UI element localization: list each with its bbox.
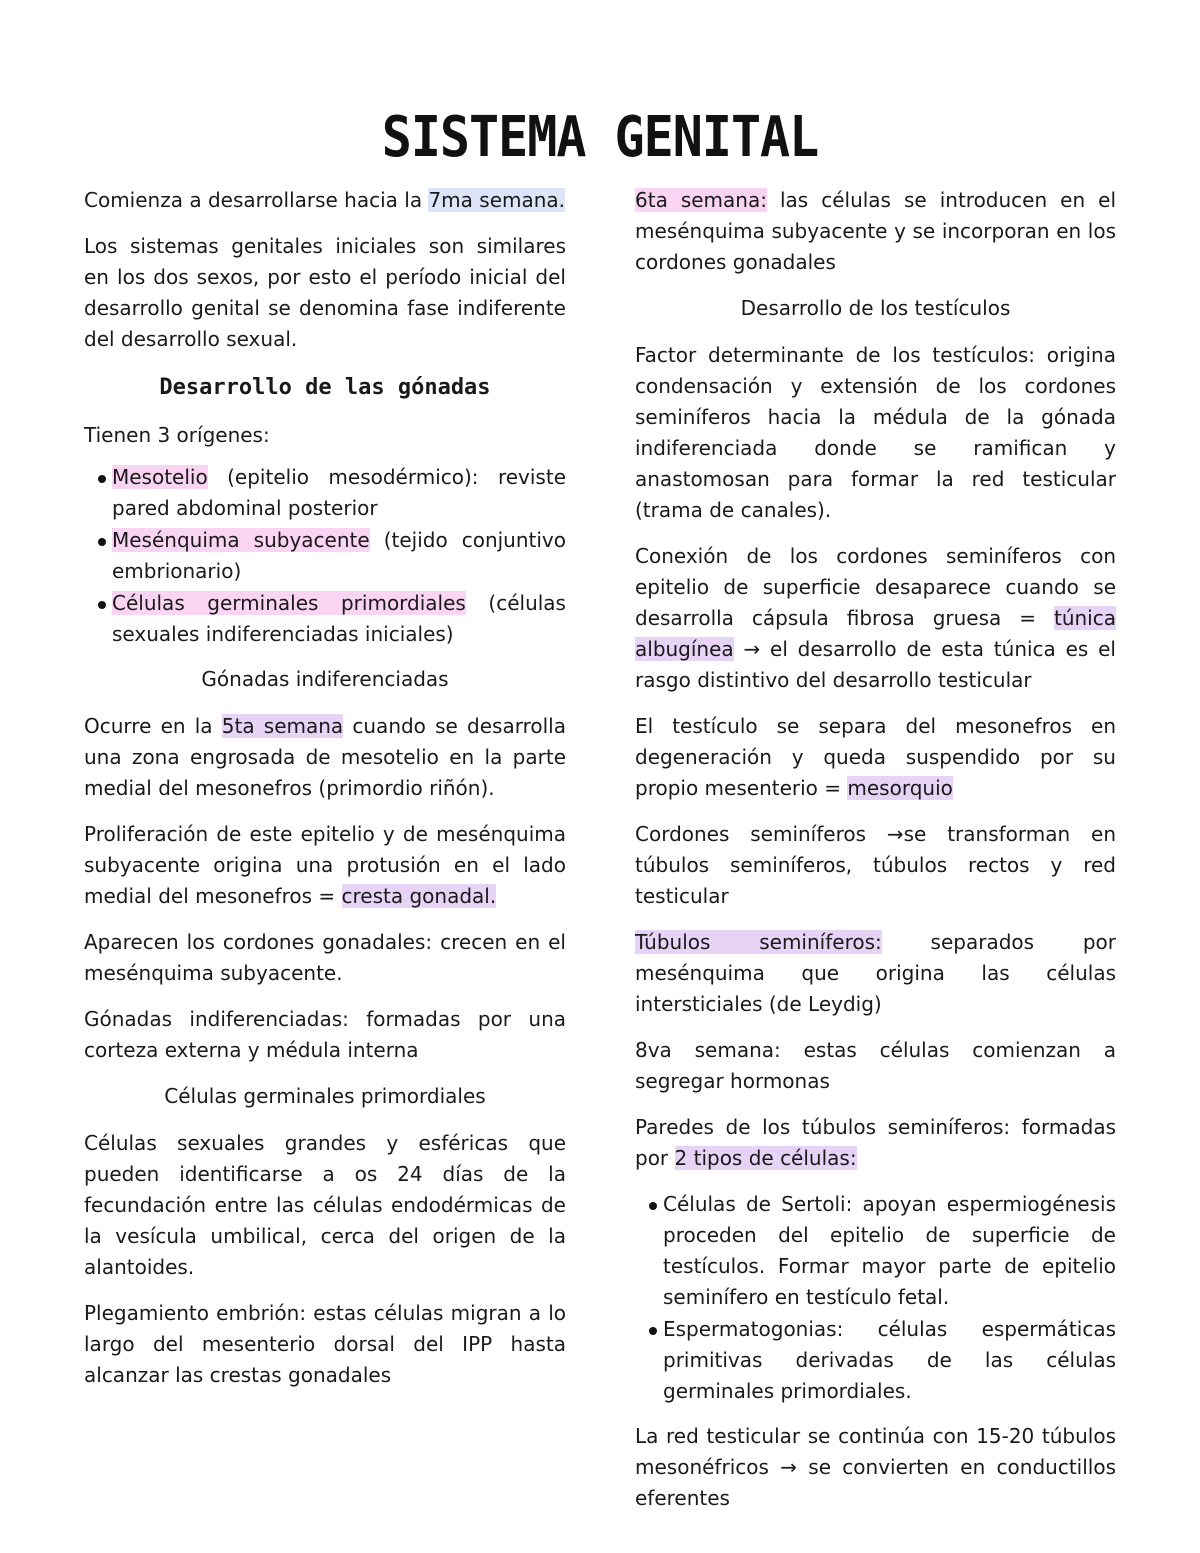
- highlight: 6ta semana:: [635, 188, 767, 212]
- list-item: [84, 525, 566, 587]
- highlight: túnica albugínea: [635, 606, 1116, 661]
- highlight: Mesotelio: [112, 465, 208, 489]
- bullet-icon: [98, 538, 106, 546]
- highlight: Células germinales primordiales: [112, 591, 466, 615]
- highlight: 7ma semana.: [428, 188, 566, 212]
- bullet-icon: [98, 601, 106, 609]
- highlight: mesorquio: [847, 776, 953, 800]
- paragraph-mesorchium: [635, 711, 1116, 804]
- text: Comienza a desarrollarse hacia la: [84, 188, 429, 212]
- paragraph-start-week: [84, 185, 566, 216]
- paragraph-fifth-week: [84, 711, 566, 804]
- paragraph-initial-systems: Los sistemas genitales iniciales son similares en los dos sexos, por esto el período inicial del desarrollo genital se denomina fase indiferente del desarrollo sexual.: [84, 234, 566, 351]
- paragraph-tunica: [635, 541, 1116, 696]
- list-item: [84, 588, 566, 650]
- highlight: Túbulos seminíferos:: [635, 930, 882, 954]
- paragraph-tubule-walls: [635, 1112, 1116, 1174]
- paragraph-determining-factor: Factor determinante de los testículos: origina condensación y extensión de los cordones seminíferos hacia la médula de la gónada indiferenciada donde se ramifican y anastomosan para formar la red testicular (trama de canales).: [635, 343, 1116, 522]
- heading-indifferent-gonads: Gónadas indiferenciadas: [201, 667, 449, 691]
- list-item: [635, 1314, 1116, 1407]
- page-title: SISTEMA GENITAL: [381, 104, 819, 170]
- text: Espermatogonias: células espermáticas primitivas derivadas de las células germinales primordiales.: [663, 1317, 1116, 1403]
- text: (tejido conjuntivo embrionario): [112, 528, 567, 583]
- paragraph-sixth-week: [635, 185, 1116, 278]
- paragraph-origins: Tienen 3 orígenes:: [84, 423, 270, 447]
- list-item: [84, 462, 566, 524]
- text: Proliferación de este epitelio y de mesénquima subyacente origina una protusión en el lado medial del mesonefros =: [84, 822, 566, 908]
- cell-types-list: [635, 1189, 1116, 1407]
- text: Paredes de los túbulos seminíferos: formadas por: [635, 1115, 1116, 1170]
- bullet-icon: [98, 475, 106, 483]
- paragraph-rete-testis: La red testicular se continúa con 15-20 túbulos mesonéfricos → se convierten en conductillos eferentes: [635, 1424, 1116, 1510]
- text: Conexión de los cordones seminíferos con epitelio de superficie desaparece cuando se desarrolla cápsula fibrosa gruesa =: [635, 544, 1116, 630]
- paragraph-gonadal-cords: Aparecen los cordones gonadales: crecen en el mesénquima subyacente.: [84, 930, 566, 985]
- right-column: [635, 185, 1116, 1529]
- origins-list: [84, 462, 566, 650]
- paragraph-gonadal-ridge: [84, 819, 566, 912]
- paragraph-cords-transform: Cordones seminíferos →se transforman en túbulos seminíferos, túbulos rectos y red testicular: [635, 822, 1116, 908]
- list-item: [635, 1189, 1116, 1313]
- text: separados por mesénquima que origina las células intersticiales (de Leydig): [635, 930, 1116, 1016]
- heading-testis-development: Desarrollo de los testículos: [740, 296, 1011, 320]
- paragraph-germ-cells: Células sexuales grandes y esféricas que pueden identificarse a os 24 días de la fecundación entre las células endodérmicas de la vesícula umbilical, cerca del origen de la alantoides.: [84, 1131, 566, 1279]
- text: (epitelio mesodérmico): reviste pared abdominal posterior: [112, 465, 566, 520]
- text: → el desarrollo de esta túnica es el rasgo distintivo del desarrollo testicular: [635, 637, 1116, 692]
- paragraph-eighth-week: 8va semana: estas células comienzan a segregar hormonas: [635, 1038, 1116, 1093]
- text: El testículo se separa del mesonefros en degeneración y queda suspendido por su propio mesenterio =: [635, 714, 1116, 800]
- paragraph-folding: Plegamiento embrión: estas células migran a lo largo del mesenterio dorsal del IPP hasta alcanzar las crestas gonadales: [84, 1301, 566, 1387]
- highlight: 5ta semana: [221, 714, 344, 738]
- text: cuando se desarrolla una zona engrosada de mesotelio en la parte medial del mesonefros (primordio riñón).: [84, 714, 566, 800]
- text: Células de Sertoli: apoyan espermiogénesis proceden del epitelio de superficie de testículos. Formar mayor parte de epitelio seminífero en testículo fetal.: [663, 1192, 1116, 1309]
- heading-germ-cells: Células germinales primordiales: [164, 1084, 486, 1108]
- bullet-icon: [649, 1202, 657, 1210]
- left-column: [84, 185, 566, 1406]
- bullet-icon: [649, 1327, 657, 1335]
- highlight: Mesénquima subyacente: [112, 528, 370, 552]
- paragraph-tubules: [635, 927, 1116, 1020]
- text: las células se introducen en el mesénquima subyacente y se incorporan en los cordones gonadales: [635, 188, 1117, 274]
- highlight: 2 tipos de células:: [674, 1146, 857, 1170]
- text: Ocurre en la: [84, 714, 222, 738]
- paragraph-cortex-medulla: Gónadas indiferenciadas: formadas por una corteza externa y médula interna: [84, 1007, 566, 1062]
- heading-gonad-development: Desarrollo de las gónadas: [159, 375, 491, 400]
- text: (células sexuales indiferenciadas iniciales): [112, 591, 566, 646]
- highlight: cresta gonadal.: [341, 884, 497, 908]
